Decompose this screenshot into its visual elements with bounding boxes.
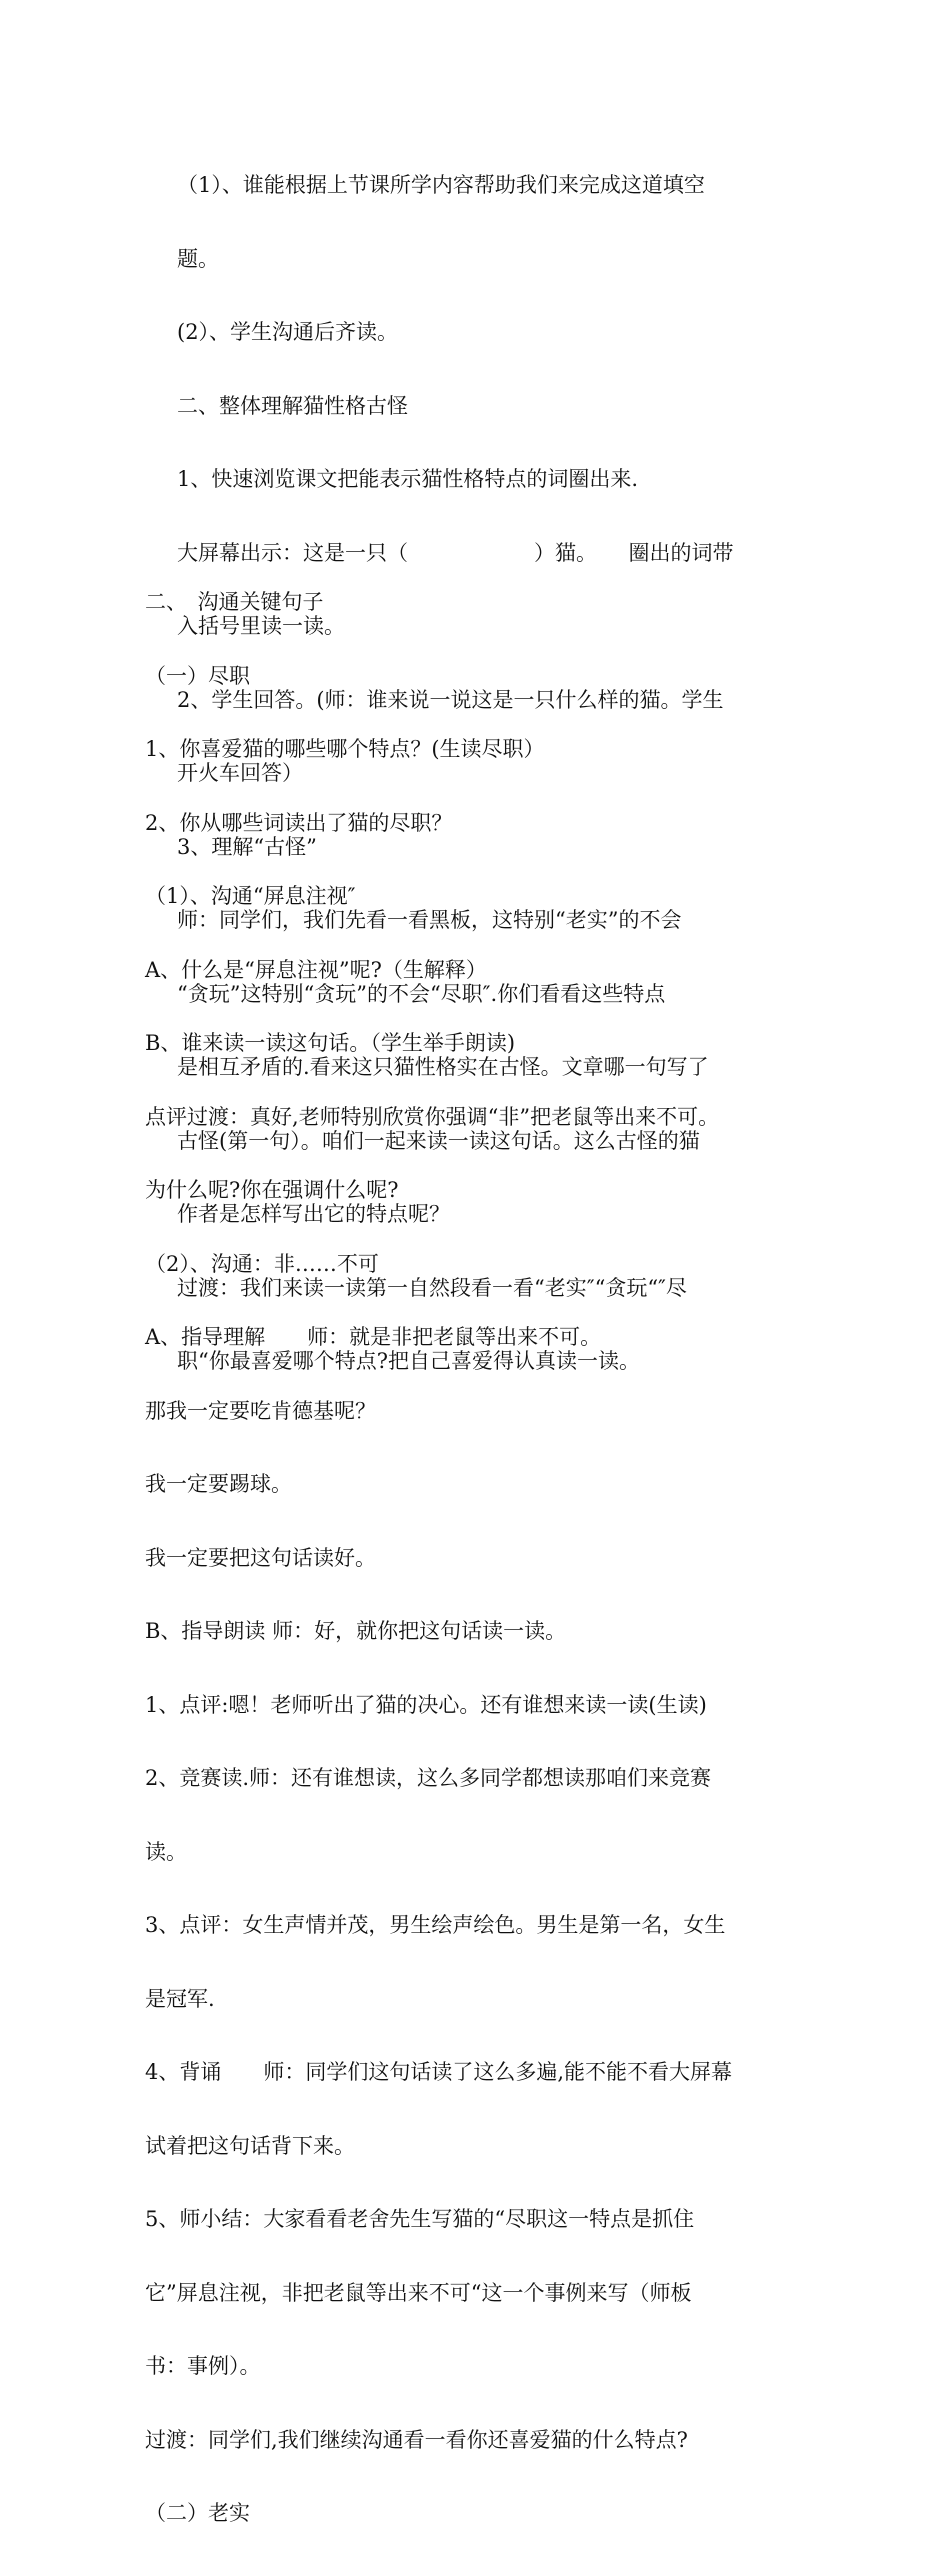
text-line: 是冠军. [145,1986,215,2011]
text-line: 2、学生回答。(师：谁来说一说这是一只什么样的猫。学生 [177,687,724,712]
text-line: B、谁来读一读这句话。（学生举手朗读) [145,1031,516,1055]
section-heading: 二、 沟通关键句子 [145,590,324,614]
text-line: 点评过渡：真好,老师特别欣赏你强调“非”把老鼠等出来不可。 [145,1104,720,1129]
text-line: （1）、沟通“屏息注视″ [145,884,356,908]
text-line: 3、点评：女生声情并茂，男生绘声绘色。男生是第一名，女生 [145,1913,726,1937]
text-line: 我一定要把这句话读好。 [145,1545,376,1570]
text-line: 2、竞赛读.师：还有谁想读，这么多同学都想读那咱们来竞赛 [145,1766,712,1790]
subsection-heading: （一）尽职 [145,663,250,688]
text-line: “贪玩”这特别“贪玩”的不会“尽职″.你们看看这些特点 [177,981,666,1006]
text-line: 我一定要踢球。 [145,1472,292,1496]
text-line: 古怪(第一句）。咱们一起来读一读这句话。这么古怪的猫 [177,1128,700,1153]
text-line: 开火车回答） [177,761,303,785]
text-line: 5、师小结：大家看看老舍先生写猫的“尽职这一特点是抓住 [145,2207,695,2231]
text-line: 大屏幕出示：这是一只（ ）猫。 圈出的词带 [177,540,734,565]
text-line: 为什么呢?你在强调什么呢? [145,1178,399,1202]
text-line: 师：同学们，我们先看一看黑板，这特别“老实”的不会 [177,908,682,932]
text-line: 试着把这句话背下来。 [145,2133,355,2158]
flush-paragraph-block [145,541,835,2575]
text-line: 读。 [145,1839,187,1864]
text-line: 是相互矛盾的.看来这只猫性格实在古怪。文章哪一句写了 [177,1055,709,1079]
text-line: 过渡：同学们,我们继续沟通看一看你还喜爱猫的什么特点? [145,2427,688,2452]
text-line: 1、快速浏览课文把能表示猫性格特点的词圈出来. [177,467,639,491]
text-line: B、指导朗读 师：好，就你把这句话读一读。 [145,1619,567,1643]
text-line: 入括号里读一读。 [177,614,345,638]
text-line: 职“你最喜爱哪个特点?把自己喜爱得认真读一读。 [177,1349,640,1373]
text-line: 1、点评:嗯！老师听出了猫的决心。还有谁想来读一读(生读) [145,1692,707,1717]
text-line: 2、你从哪些词读出了猫的尽职？ [145,810,453,835]
text-line: 题。 [177,246,219,271]
text-line: 作者是怎样写出它的特点呢？ [177,1202,450,1226]
text-line: A、什么是“屏息注视”呢?（生解释） [145,957,487,982]
text-line: 那我一定要吃肯德基呢？ [145,1398,376,1423]
text-line: A、指导理解 师：就是非把老鼠等出来不可。 [145,1325,602,1349]
text-line: 3、理解“古怪” [177,834,317,859]
text-line: （2）、沟通：非……不可 [145,1251,379,1276]
text-line: 4、背诵 师：同学们这句话读了这么多遍,能不能不看大屏幕 [145,2060,733,2084]
text-line: 它”屏息注视，非把老鼠等出来不可“这一个事例来写（师板 [145,2280,692,2305]
text-line: 过渡：我们来读一读第一自然段看一看“老实″“贪玩“″尽 [177,1275,687,1300]
subsection-heading: （二）老实 [145,2501,250,2525]
section-heading: 二、整体理解猫性格古怪 [177,393,408,418]
text-line: 1、你喜爱猫的哪些哪个特点？(生读尽职） [145,737,545,761]
text-line: (2）、学生沟通后齐读。 [177,320,399,344]
text-line: 书：事例）。 [145,2354,261,2378]
text-line: （1）、谁能根据上节课所学内容帮助我们来完成这道填空 [177,173,705,197]
